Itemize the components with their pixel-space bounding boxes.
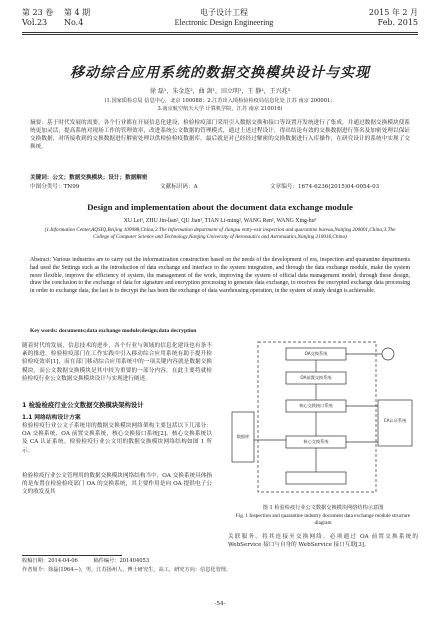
keywords-cn: 关键词：公文；数据交换模块；设计；数据解密 bbox=[30, 175, 148, 181]
figure-caption-en: Fig. 1 Inspection and quarantine industry document data exchange module structure diagram bbox=[235, 513, 411, 527]
issue-en: No.4 bbox=[64, 18, 84, 27]
bottom-box bbox=[286, 472, 346, 484]
received-date: 收稿日期：2014-04-06 bbox=[22, 558, 78, 564]
authors-en: XU Lei¹, ZHU Jin-lian², QU Jian¹, TIAN Li-ming¹, WANG Ren², WANG Xing-hu³ bbox=[123, 218, 317, 224]
figure-caption-cn: 图 1 检验检疫行业公文数据交换模块网络结构示意图 bbox=[262, 505, 384, 511]
author-bio: 作者简介：徐磊(1964—)，男，江苏扬州人，博士研究生，高工，研究方向：信息化管理。 bbox=[22, 567, 232, 573]
body-left-3: 检验检疫行业公文管理用的数据交换模块网络结构当中，OA 交换系统具体指的是布置在检验检疫部门 OA 的交换系统，其主要作用是向 OA 提供电子公文的收发及其 bbox=[22, 473, 212, 496]
header-rule bbox=[22, 32, 418, 33]
fig-label-core-exchange: 核心交换系统 bbox=[303, 439, 329, 444]
affiliation-cn-2: 3.南京航空航天大学 计算机学院，江苏 南京 210016) bbox=[157, 106, 283, 112]
body-right-1: 关联服务，将其连接至交换网络，必须通过 OA 前置交换系统的 WebService 接口与自身的 WebService 接口互联[3]。 bbox=[228, 534, 418, 549]
footnote-dates bbox=[22, 558, 418, 565]
manuscript-number: 稿件编号：201404053 bbox=[93, 558, 150, 564]
fig-label-db: 数据库 bbox=[236, 434, 250, 439]
date-cn: 2015 年 2 月 bbox=[368, 8, 418, 17]
authors-cn: 徐 磊¹，朱金连²，曲 剑¹，田立明¹，王 静²，王兴兆³ bbox=[149, 88, 291, 95]
header-rule-2 bbox=[22, 34, 418, 35]
figure-1 bbox=[228, 340, 418, 502]
volume-en: Vol.23 bbox=[22, 18, 48, 27]
section-1-heading: 1 检验检疫行业公文数据交换模块架构设计 bbox=[22, 401, 144, 409]
fig-label-ca: CA认证系统 bbox=[383, 418, 407, 423]
paper-title-cn: 移动综合应用系统的数据交换模块设计与实现 bbox=[70, 65, 370, 81]
page-number: -54- bbox=[214, 601, 226, 607]
journal-name-en: Electronic Design Engineering bbox=[174, 18, 274, 27]
doc-code: 文献标识码：A bbox=[160, 184, 198, 190]
body-left-1: 随着时代的发展，信息技术的进步，各个行业与领域的信息化建设也有条不紊的推进，检验检疫部门在工作实践中引入移动综合应用系统有助于提升检验检疫效率[1]，而在部门移动综合应用系统中的一项关键内容就是数据交换模块，而公文数据交换模块是其中较为重要的一部分内容，在此主要将就检验检疫行业公文数据交换模块设计与实现进行阐述。 bbox=[22, 343, 212, 382]
class-number: 中图分类号：TN99 bbox=[30, 184, 80, 190]
fig-label-oa: OA交换系统 bbox=[304, 351, 328, 356]
keywords-en: Key words: documents;data exchange module;design;data decryption bbox=[30, 328, 197, 334]
fig-label-core-interface: 核心交换接口系统 bbox=[299, 403, 333, 408]
abstract-cn: 摘要：基于时代发展的需要，各个行业都在开展信息化建设，检验检疫部门采用引入数据交换和接口等设置开发统进行了集成，并通过数据交换模块使系统更加灵活，提高系统对现场工作的管理效率，改进系统公文数据的管理模式，通过上述过程设计，得出结论有效的交换数据进行签名及加密处理以保证交换数据，对所接收到的交换数据进行解密处理以供检验检疫数据库，最后就是对已经经过解密的交换数据进行入库操作，在研究设计的系统中实现了交换统。 bbox=[30, 120, 410, 150]
ca-box bbox=[378, 400, 412, 446]
volume-cn: 第 23 卷 bbox=[22, 8, 54, 17]
body-left-2: 检验检疫行业公文子系统用的数据交换模块网络架构主要包括以下几部分：OA 交换系统、OA 前置交换系统、核心交换接口系统[2]、核心交换系统以及 CA 认证系统。检验检疫行业公文用的数据交换模块网络结构如图 1 所示。 bbox=[22, 423, 212, 454]
article-number: 文章编号：1674-6236(2015)04-0054-03 bbox=[270, 184, 380, 190]
footnote-rule bbox=[22, 555, 122, 556]
abstract-en: Abstract: Various industries are to carry out the informatization construction based on the needs of the development of era, inspection and quarantine departments had used the Settings such as the introduction of data exchange and interface to the system integration, and through the data exchange module, make the system more flexible, improve the efficiency of system, the management of the work, improving the system of official data management model, through these design, draw the conclusion to the exchange of data for signature and encryption processing to generate data exchange, to receives the encrypted exchange data processing in order to exchange data, the last is to decrypt the has been the exchange of data warehousing operation, in the system of study design is achievable. bbox=[30, 257, 410, 295]
journal-name-cn: 电子设计工程 bbox=[200, 8, 248, 17]
affiliation-en: (1.Information Center,AQSIQ,Beijing 100088,China;2.The Information department of Jiangsu entry-exit inspection and quarantine bureau,Nanjing 200001,China;3.The College of Computer Science and Technology,Nanjing University of Aeronautics and Astronautics,Nanjing 210016,China) bbox=[44, 227, 396, 241]
affiliation-cn-1: (1.国家质检总局 信息中心，北京 100088；2.江苏出入境检验检疫局信息化处 江苏 南京 200001； bbox=[104, 98, 336, 104]
endpoint-icon bbox=[382, 348, 394, 360]
issue-cn: 第 4 期 bbox=[64, 8, 91, 17]
diagram-frame bbox=[258, 342, 376, 492]
subsection-1-1-heading: 1.1 网络结构设计方案 bbox=[22, 415, 81, 421]
date-en: Feb. 2015 bbox=[377, 18, 418, 27]
paper-title-en: Design and implementation about the document data exchange module bbox=[87, 202, 353, 212]
fig-label-oa-front: OA前置交换系统 bbox=[300, 375, 332, 380]
